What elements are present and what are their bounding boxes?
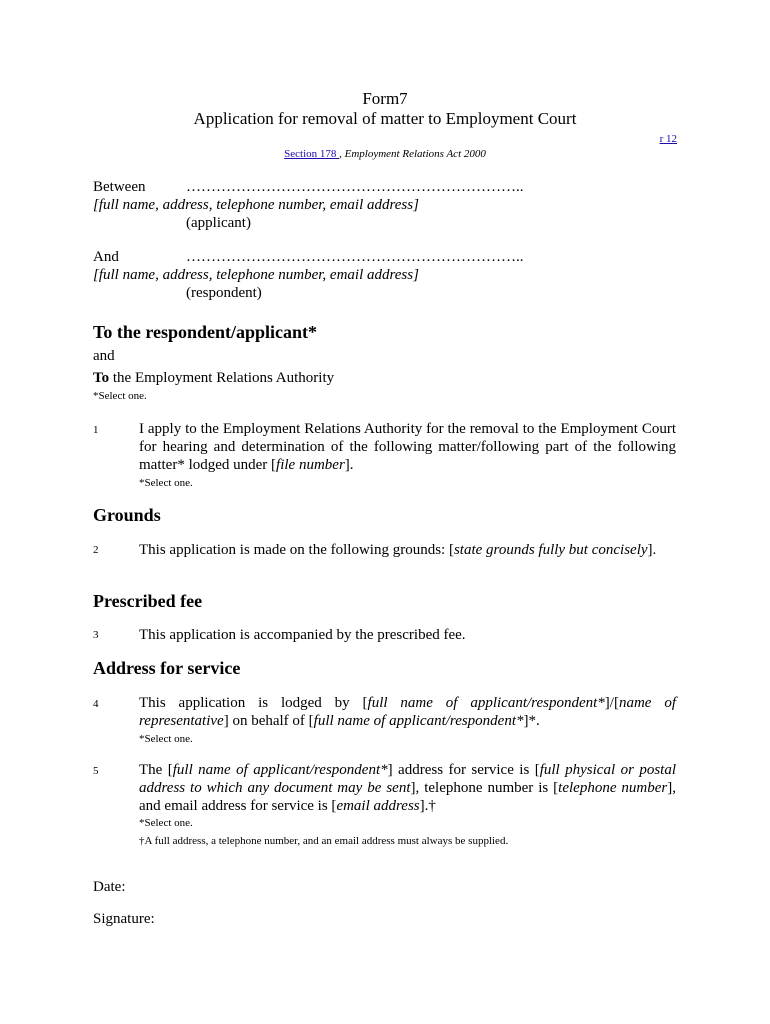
and-label: And — [93, 249, 119, 265]
respondent-role: (respondent) — [186, 285, 262, 301]
item-number-3: 3 — [93, 629, 99, 641]
item-number-5: 5 — [93, 765, 99, 777]
fee-heading: Prescribed fee — [93, 591, 203, 611]
applicant-dots: ………………………………………………………….. — [186, 179, 524, 195]
date-label: Date: — [93, 879, 126, 895]
rule-reference[interactable] — [660, 133, 677, 145]
between-label: Between — [93, 179, 146, 195]
respondent-dots: ………………………………………………………….. — [186, 249, 524, 265]
respondent-fields: [full name, address, telephone number, email address] — [93, 267, 419, 283]
addressee-heading: To the respondent/applicant* — [93, 322, 318, 342]
grounds-heading: Grounds — [93, 505, 161, 525]
item-1-note: *Select one. — [139, 477, 193, 489]
act-reference: , Employment Relations Act 2000 — [339, 148, 486, 160]
item-5-text: The [full name of applicant/respondent*] address for service is [full physical or postal address to which any document may be sent], telephone number is [telephone number], and email address for service is [email address].† — [139, 762, 677, 814]
item-2-text: This application is made on the following grounds: [state grounds fully but concisely]. — [139, 542, 657, 558]
form-title: Application for removal of matter to Employment Court — [193, 109, 577, 128]
select-note: *Select one. — [93, 390, 147, 402]
item-5-note-select: *Select one. — [139, 817, 193, 829]
item-number-1: 1 — [93, 424, 99, 436]
item-number-4: 4 — [93, 698, 99, 710]
item-4-note: *Select one. — [139, 733, 193, 745]
item-number-2: 2 — [93, 544, 99, 556]
service-heading: Address for service — [93, 658, 241, 678]
item-3-text: This application is accompanied by the prescribed fee. — [139, 627, 466, 643]
applicant-role: (applicant) — [186, 215, 251, 231]
item-4-text: This application is lodged by [full name of applicant/respondent*]/[name of representative] on behalf of [full name of applicant/respondent*]*. — [139, 695, 676, 729]
rule-link[interactable]: r 12 — [659, 133, 677, 145]
section-link[interactable]: Section 178 — [284, 148, 340, 160]
item-1-text: I apply to the Employment Relations Authority for the removal to the Employment Court for hearing and determination of the following matter/following part of the following matter* lodged under [file number]. — [139, 421, 676, 473]
signature-label: Signature: — [93, 911, 155, 927]
and-text: and — [93, 348, 115, 364]
form-label: Form7 — [362, 89, 408, 108]
item-5-note-address: †A full address, a telephone number, and an email address must always be supplied. — [139, 835, 509, 847]
applicant-fields: [full name, address, telephone number, email address] — [93, 197, 419, 213]
statute-reference — [0, 148, 770, 160]
authority-line: To the Employment Relations Authority — [93, 370, 335, 386]
